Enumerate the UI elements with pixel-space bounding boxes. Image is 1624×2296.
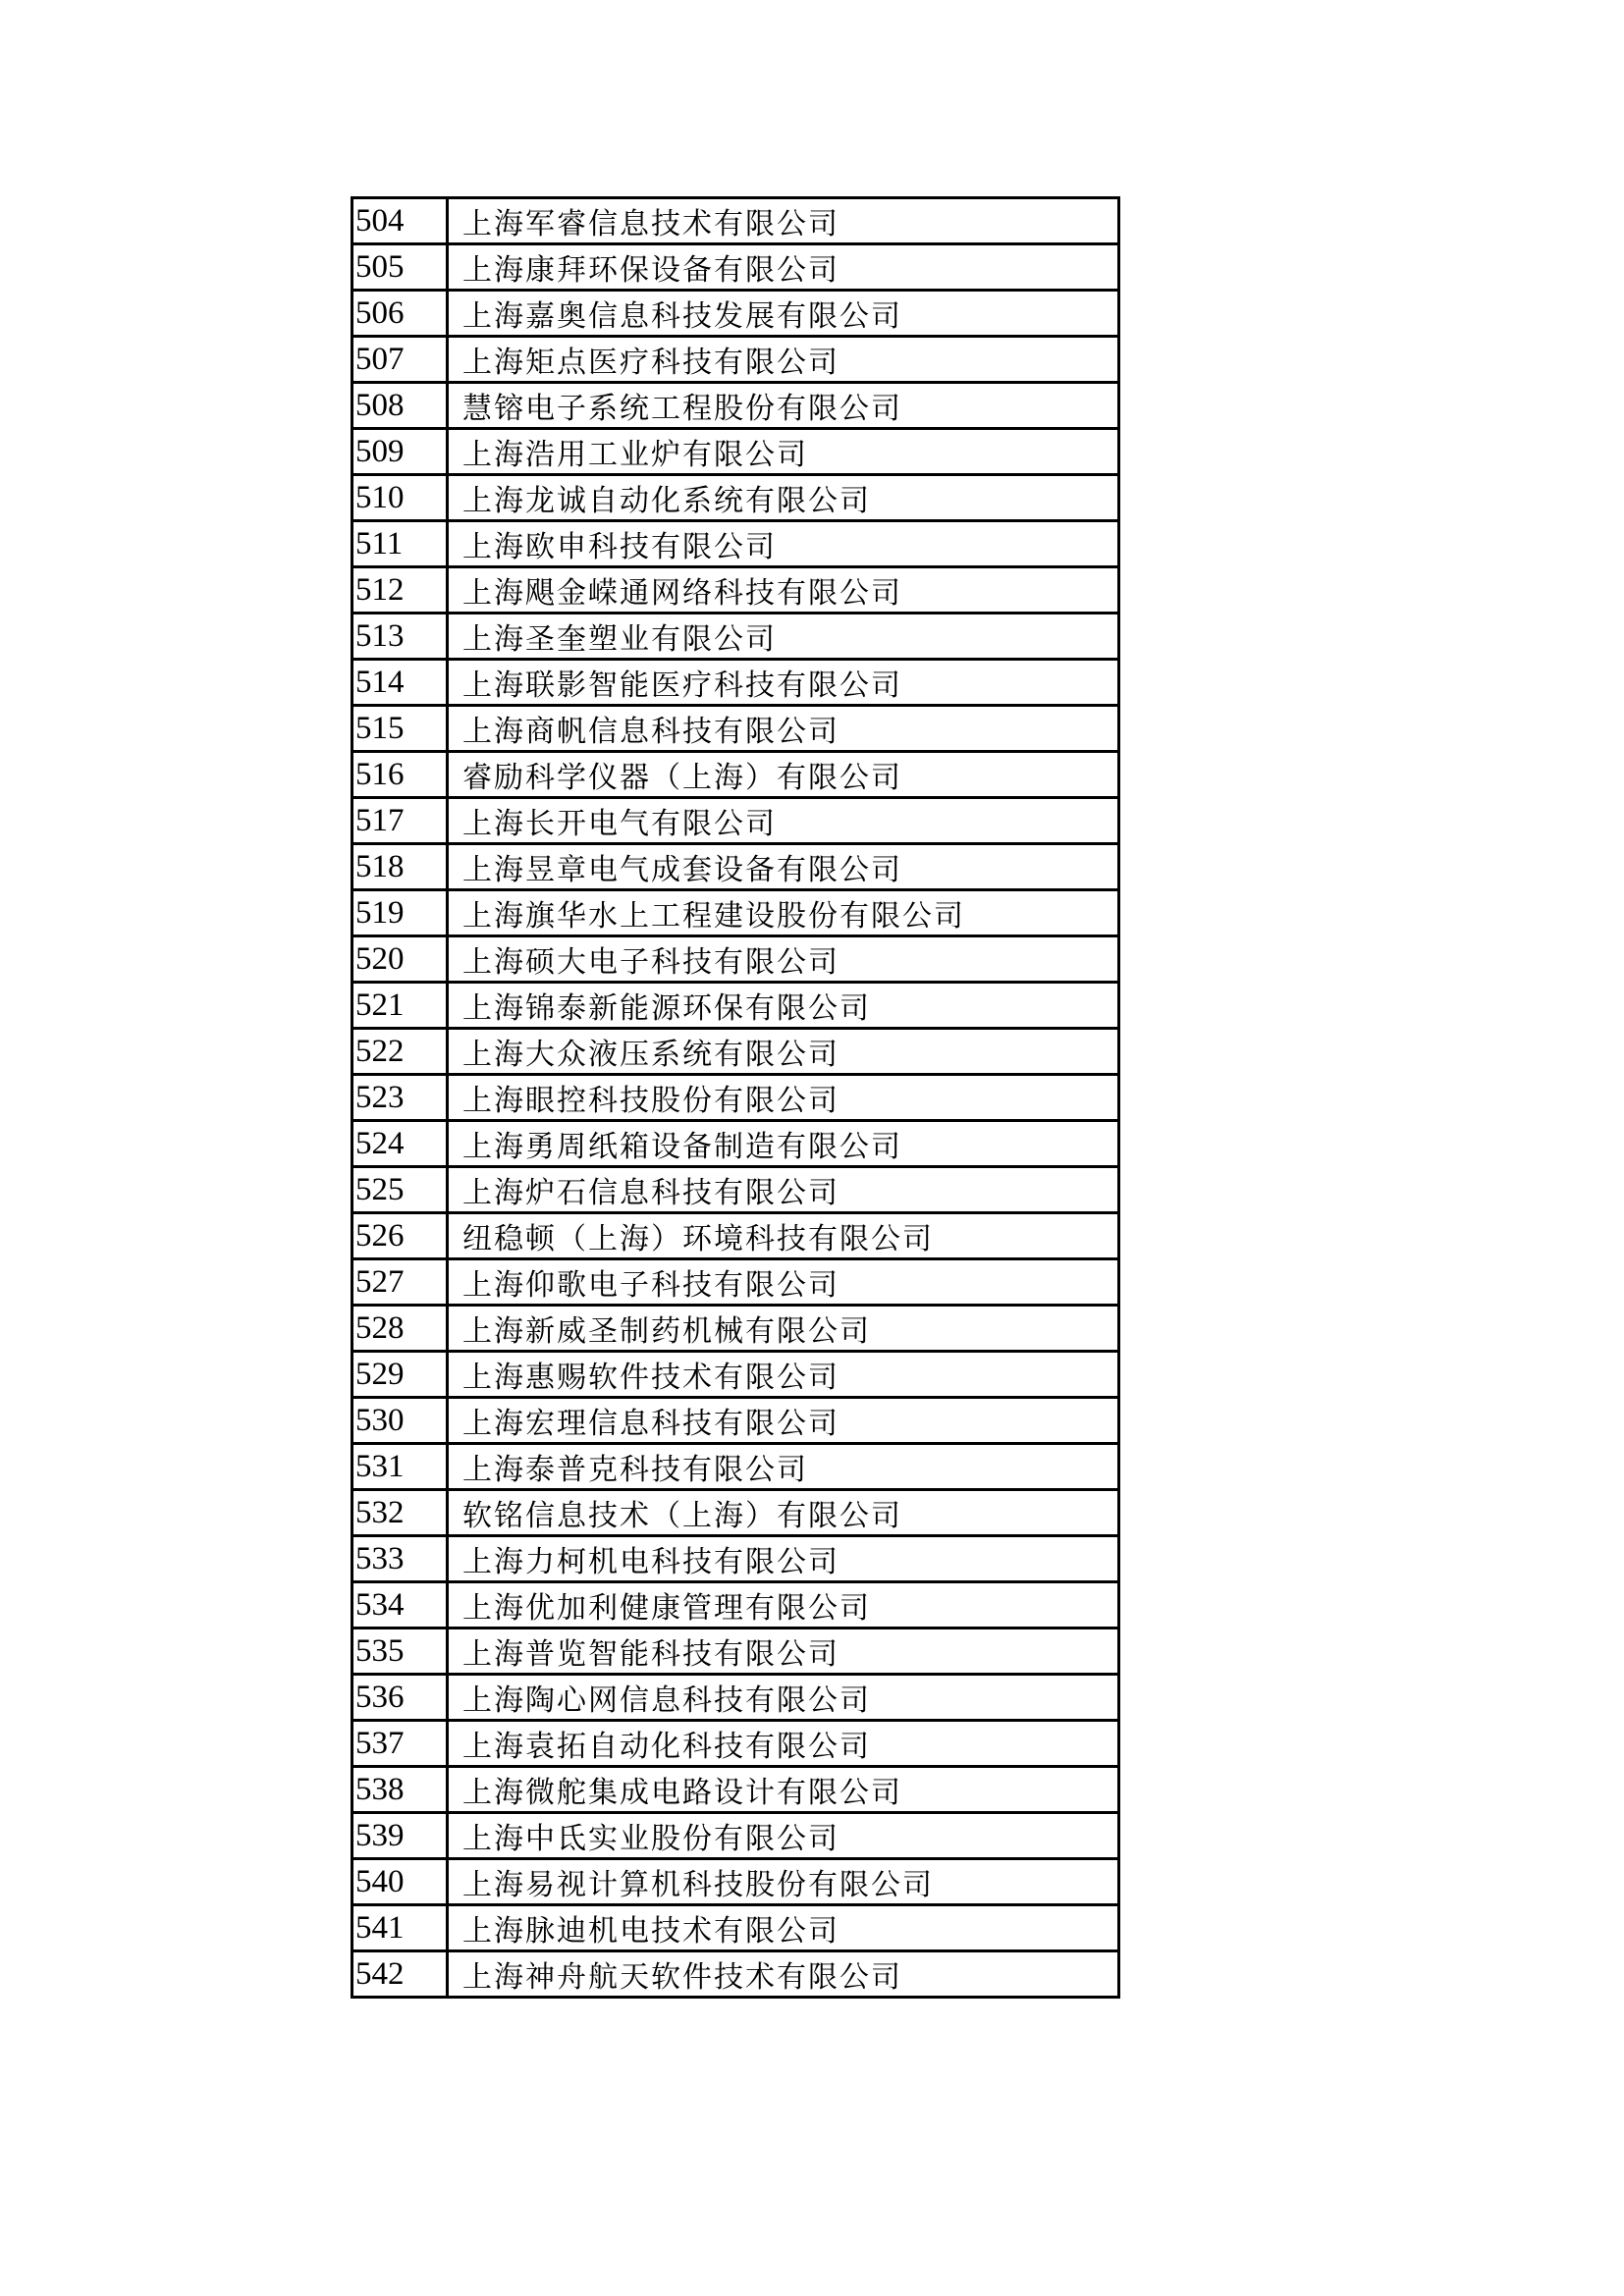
company-name: 上海神舟航天软件技术有限公司 [448, 1951, 1119, 1998]
table-row [352, 798, 1119, 844]
table-row [352, 1213, 1119, 1259]
company-name: 上海泰普克科技有限公司 [448, 1444, 1119, 1490]
company-name: 上海微舵集成电路设计有限公司 [448, 1767, 1119, 1813]
table-row [352, 567, 1119, 614]
row-number: 523 [352, 1075, 448, 1121]
row-number: 508 [352, 383, 448, 429]
row-number: 513 [352, 614, 448, 660]
company-name: 上海商帆信息科技有限公司 [448, 706, 1119, 752]
company-name: 纽稳顿（上海）环境科技有限公司 [448, 1213, 1119, 1259]
company-name: 上海勇周纸箱设备制造有限公司 [448, 1121, 1119, 1167]
company-name: 上海陶心网信息科技有限公司 [448, 1675, 1119, 1721]
company-name: 上海易视计算机科技股份有限公司 [448, 1859, 1119, 1905]
company-name: 上海袁拓自动化科技有限公司 [448, 1721, 1119, 1767]
row-number: 515 [352, 706, 448, 752]
row-number: 517 [352, 798, 448, 844]
table-row [352, 1951, 1119, 1998]
row-number: 504 [352, 198, 448, 244]
table-row [352, 1121, 1119, 1167]
company-name: 上海飓金嵘通网络科技有限公司 [448, 567, 1119, 614]
table-row [352, 521, 1119, 567]
company-name: 上海脉迪机电技术有限公司 [448, 1905, 1119, 1951]
table-row [352, 890, 1119, 936]
row-number: 524 [352, 1121, 448, 1167]
row-number: 537 [352, 1721, 448, 1767]
company-name: 上海新威圣制药机械有限公司 [448, 1306, 1119, 1352]
table-row [352, 1675, 1119, 1721]
row-number: 509 [352, 429, 448, 475]
company-list-body [352, 198, 1119, 1998]
table-row [352, 1306, 1119, 1352]
row-number: 536 [352, 1675, 448, 1721]
company-name: 上海炉石信息科技有限公司 [448, 1167, 1119, 1213]
company-name: 上海优加利健康管理有限公司 [448, 1582, 1119, 1629]
table-row [352, 1444, 1119, 1490]
company-name: 上海长开电气有限公司 [448, 798, 1119, 844]
company-name: 上海锦泰新能源环保有限公司 [448, 983, 1119, 1029]
table-row [352, 1629, 1119, 1675]
table-row [352, 752, 1119, 798]
company-name: 上海嘉奥信息科技发展有限公司 [448, 291, 1119, 337]
company-name: 上海大众液压系统有限公司 [448, 1029, 1119, 1075]
row-number: 531 [352, 1444, 448, 1490]
table-row [352, 1490, 1119, 1536]
table-row [352, 475, 1119, 521]
table-row [352, 1767, 1119, 1813]
row-number: 519 [352, 890, 448, 936]
row-number: 540 [352, 1859, 448, 1905]
table-row [352, 936, 1119, 983]
row-number: 538 [352, 1767, 448, 1813]
table-row [352, 1352, 1119, 1398]
row-number: 533 [352, 1536, 448, 1582]
company-name: 上海仰歌电子科技有限公司 [448, 1259, 1119, 1306]
row-number: 542 [352, 1951, 448, 1998]
table-row [352, 1075, 1119, 1121]
row-number: 514 [352, 660, 448, 706]
row-number: 511 [352, 521, 448, 567]
row-number: 534 [352, 1582, 448, 1629]
row-number: 529 [352, 1352, 448, 1398]
row-number: 541 [352, 1905, 448, 1951]
company-name: 上海康拜环保设备有限公司 [448, 244, 1119, 291]
table-row [352, 1536, 1119, 1582]
company-name: 睿励科学仪器（上海）有限公司 [448, 752, 1119, 798]
company-name: 上海力柯机电科技有限公司 [448, 1536, 1119, 1582]
row-number: 510 [352, 475, 448, 521]
row-number: 532 [352, 1490, 448, 1536]
table-row [352, 244, 1119, 291]
table-row [352, 1029, 1119, 1075]
table-row [352, 660, 1119, 706]
table-row [352, 1721, 1119, 1767]
company-name: 上海军睿信息技术有限公司 [448, 198, 1119, 244]
row-number: 526 [352, 1213, 448, 1259]
row-number: 528 [352, 1306, 448, 1352]
row-number: 521 [352, 983, 448, 1029]
row-number: 539 [352, 1813, 448, 1859]
table-row [352, 1813, 1119, 1859]
row-number: 505 [352, 244, 448, 291]
row-number: 522 [352, 1029, 448, 1075]
company-name: 上海普览智能科技有限公司 [448, 1629, 1119, 1675]
table-row [352, 614, 1119, 660]
company-name: 慧镕电子系统工程股份有限公司 [448, 383, 1119, 429]
row-number: 518 [352, 844, 448, 890]
row-number: 520 [352, 936, 448, 983]
table-row [352, 291, 1119, 337]
row-number: 516 [352, 752, 448, 798]
company-name: 上海欧申科技有限公司 [448, 521, 1119, 567]
row-number: 535 [352, 1629, 448, 1675]
row-number: 507 [352, 337, 448, 383]
table-row [352, 983, 1119, 1029]
row-number: 525 [352, 1167, 448, 1213]
table-row [352, 429, 1119, 475]
company-name: 上海浩用工业炉有限公司 [448, 429, 1119, 475]
company-name: 上海眼控科技股份有限公司 [448, 1075, 1119, 1121]
table-row [352, 1582, 1119, 1629]
table-row [352, 383, 1119, 429]
company-name: 上海宏理信息科技有限公司 [448, 1398, 1119, 1444]
table-row [352, 1859, 1119, 1905]
row-number: 512 [352, 567, 448, 614]
company-name: 上海龙诚自动化系统有限公司 [448, 475, 1119, 521]
company-name: 上海硕大电子科技有限公司 [448, 936, 1119, 983]
company-name: 上海惠赐软件技术有限公司 [448, 1352, 1119, 1398]
table-row [352, 1398, 1119, 1444]
company-name: 上海昱章电气成套设备有限公司 [448, 844, 1119, 890]
table-row [352, 844, 1119, 890]
table-row [352, 1259, 1119, 1306]
row-number: 527 [352, 1259, 448, 1306]
row-number: 506 [352, 291, 448, 337]
company-name: 上海圣奎塑业有限公司 [448, 614, 1119, 660]
table-row [352, 706, 1119, 752]
table-row [352, 337, 1119, 383]
company-list-table [351, 196, 1120, 1999]
company-name: 上海中氐实业股份有限公司 [448, 1813, 1119, 1859]
table-row [352, 198, 1119, 244]
company-name: 上海矩点医疗科技有限公司 [448, 337, 1119, 383]
company-name: 上海联影智能医疗科技有限公司 [448, 660, 1119, 706]
table-row [352, 1905, 1119, 1951]
company-name: 软铭信息技术（上海）有限公司 [448, 1490, 1119, 1536]
company-name: 上海旗华水上工程建设股份有限公司 [448, 890, 1119, 936]
row-number: 530 [352, 1398, 448, 1444]
table-row [352, 1167, 1119, 1213]
